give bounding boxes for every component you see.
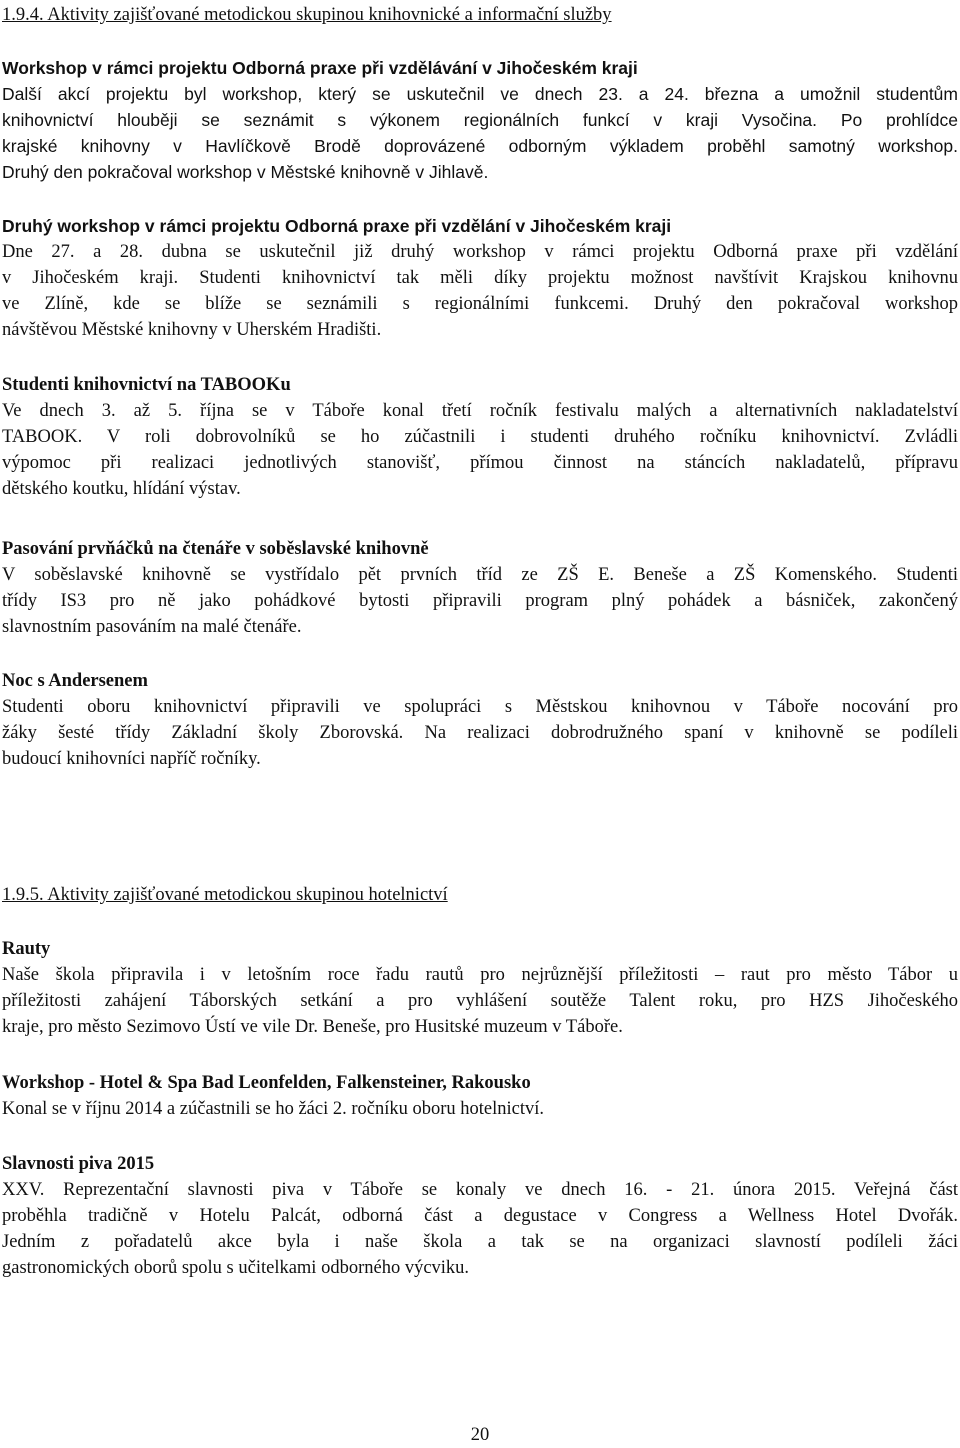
page-number: 20 bbox=[470, 1425, 490, 1445]
paragraph-line: XXV. Reprezentační slavnosti piva v Táboře se konaly ve dnech 16. - 21. února 2015. Veřejná část bbox=[2, 1180, 958, 1200]
paragraph-line: proběhla tradičně v Hotelu Palcát, odborná část a degustace v Congress a Wellness Hotel Dvořák. bbox=[2, 1206, 958, 1226]
paragraph-line: Dne 27. a 28. dubna se uskutečnil již druhý workshop v rámci projektu Odborná praxe při vzdělání bbox=[2, 242, 958, 262]
paragraph-line: Naše škola připravila i v letošním roce řadu rautů pro nejrůznější příležitosti – raut pro město Tábor u bbox=[2, 965, 958, 985]
paragraph-line: Druhý den pokračoval workshop v Městské knihovně v Jihlavě. bbox=[2, 162, 489, 182]
block-tabook bbox=[2, 372, 958, 502]
paragraph-line: V soběslavské knihovně se vystřídalo pět prvních tříd ze ZŠ E. Beneše a ZŠ Komenského. Studenti bbox=[2, 565, 958, 585]
block-workshop-2 bbox=[2, 213, 958, 343]
block-title: Slavnosti piva 2015 bbox=[2, 1154, 155, 1174]
paragraph-line: žáky šesté třídy Základní školy Zborovská. Na realizaci dobrodružného spaní v knihovně se podíleli bbox=[2, 723, 958, 743]
paragraph-line: gastronomických oborů spolu s učitelkami odborného výcviku. bbox=[2, 1258, 470, 1278]
section-heading-text: 1.9.5. Aktivity zajišťované metodickou skupinou hotelnictví bbox=[2, 885, 448, 905]
block-title: Pasování prvňáčků na čtenáře v soběslavské knihovně bbox=[2, 539, 429, 559]
block-noc-s-andersenem bbox=[2, 668, 958, 772]
paragraph-line: výpomoc při realizaci jednotlivých stanovišť, přímou činnost na stáncích nakladatelů, přípravu bbox=[2, 453, 958, 473]
paragraph-line: ve Zlíně, kde se blíže se seznámili s regionálními funkcemi. Druhý den pokračoval workshop bbox=[2, 294, 958, 314]
paragraph-line: budoucí knihovníci napříč ročníky. bbox=[2, 749, 261, 769]
paragraph-line: Studenti oboru knihovnictví připravili ve spolupráci s Městskou knihovnou v Táboře nocování pro bbox=[2, 697, 958, 717]
paragraph-line: knihovnictví hlouběji se seznámit s výkonem regionálních funkcí v kraji Vysočina. Po prohlídce bbox=[2, 110, 958, 130]
block-title: Noc s Andersenem bbox=[2, 671, 148, 691]
block-title: Workshop v rámci projektu Odborná praxe při vzdělávání v Jihočeském kraji bbox=[2, 58, 638, 78]
paragraph-line: krajské knihovny v Havlíčkově Brodě doprovázené odborným výkladem proběhl samotný workshop. bbox=[2, 136, 958, 156]
block-workshop-hotel bbox=[2, 1070, 958, 1122]
paragraph-line: dětského koutku, hlídání výstav. bbox=[2, 479, 241, 499]
paragraph-line: Konal se v říjnu 2014 a zúčastnili se ho žáci 2. ročníku oboru hotelnictví. bbox=[2, 1099, 545, 1119]
paragraph-line: TABOOK. V roli dobrovolníků se ho zúčastnili i studenti druhého ročníku knihovnictví. Zvládli bbox=[2, 427, 958, 447]
paragraph-line: v Jihočeském kraji. Studenti knihovnictví tak měli díky projektu možnost navštívit Krajskou knihovnu bbox=[2, 268, 958, 288]
block-slavnosti-piva bbox=[2, 1151, 958, 1281]
paragraph-line: Ve dnech 3. až 5. října se v Táboře konal třetí ročník festivalu malých a alternativních nakladatelství bbox=[2, 401, 958, 421]
paragraph-line: Další akcí projektu byl workshop, který se uskutečnil ve dnech 23. a 24. března a umožnil studentům bbox=[2, 84, 958, 104]
block-title: Workshop - Hotel & Spa Bad Leonfelden, Falkensteiner, Rakousko bbox=[2, 1073, 531, 1093]
paragraph-line: Jedním z pořadatelů akce byla i naše škola a tak se na organizaci slavností podíleli žáci bbox=[2, 1232, 958, 1252]
paragraph-line: třídy IS3 pro ně jako pohádkové bytosti připravili program plný pohádek a básniček, zakončený bbox=[2, 591, 958, 611]
block-rauty bbox=[2, 936, 958, 1040]
block-workshop-1 bbox=[2, 55, 958, 185]
paragraph-line: návštěvou Městské knihovny v Uherském Hradišti. bbox=[2, 320, 382, 340]
paragraph-line: příležitosti zahájení Táborských setkání a pro vyhlášení soutěže Talent roku, pro HZS Jihočeského bbox=[2, 991, 958, 1011]
block-title: Druhý workshop v rámci projektu Odborná praxe při vzdělání v Jihočeském kraji bbox=[2, 216, 672, 236]
section-heading-1-9-4: 1.9.4. Aktivity zajišťované metodickou skupinou knihovnické a informační služby bbox=[2, 5, 612, 25]
paragraph-line: kraje, pro město Sezimovo Ústí ve vile Dr. Beneše, pro Husitské muzeum v Táboře. bbox=[2, 1017, 623, 1037]
section-heading-1-9-5 bbox=[2, 882, 958, 908]
block-title: Studenti knihovnictví na TABOOKu bbox=[2, 375, 291, 395]
block-pasovani bbox=[2, 536, 958, 640]
block-title: Rauty bbox=[2, 939, 51, 959]
paragraph-line: slavnostním pasováním na malé čtenáře. bbox=[2, 617, 302, 637]
